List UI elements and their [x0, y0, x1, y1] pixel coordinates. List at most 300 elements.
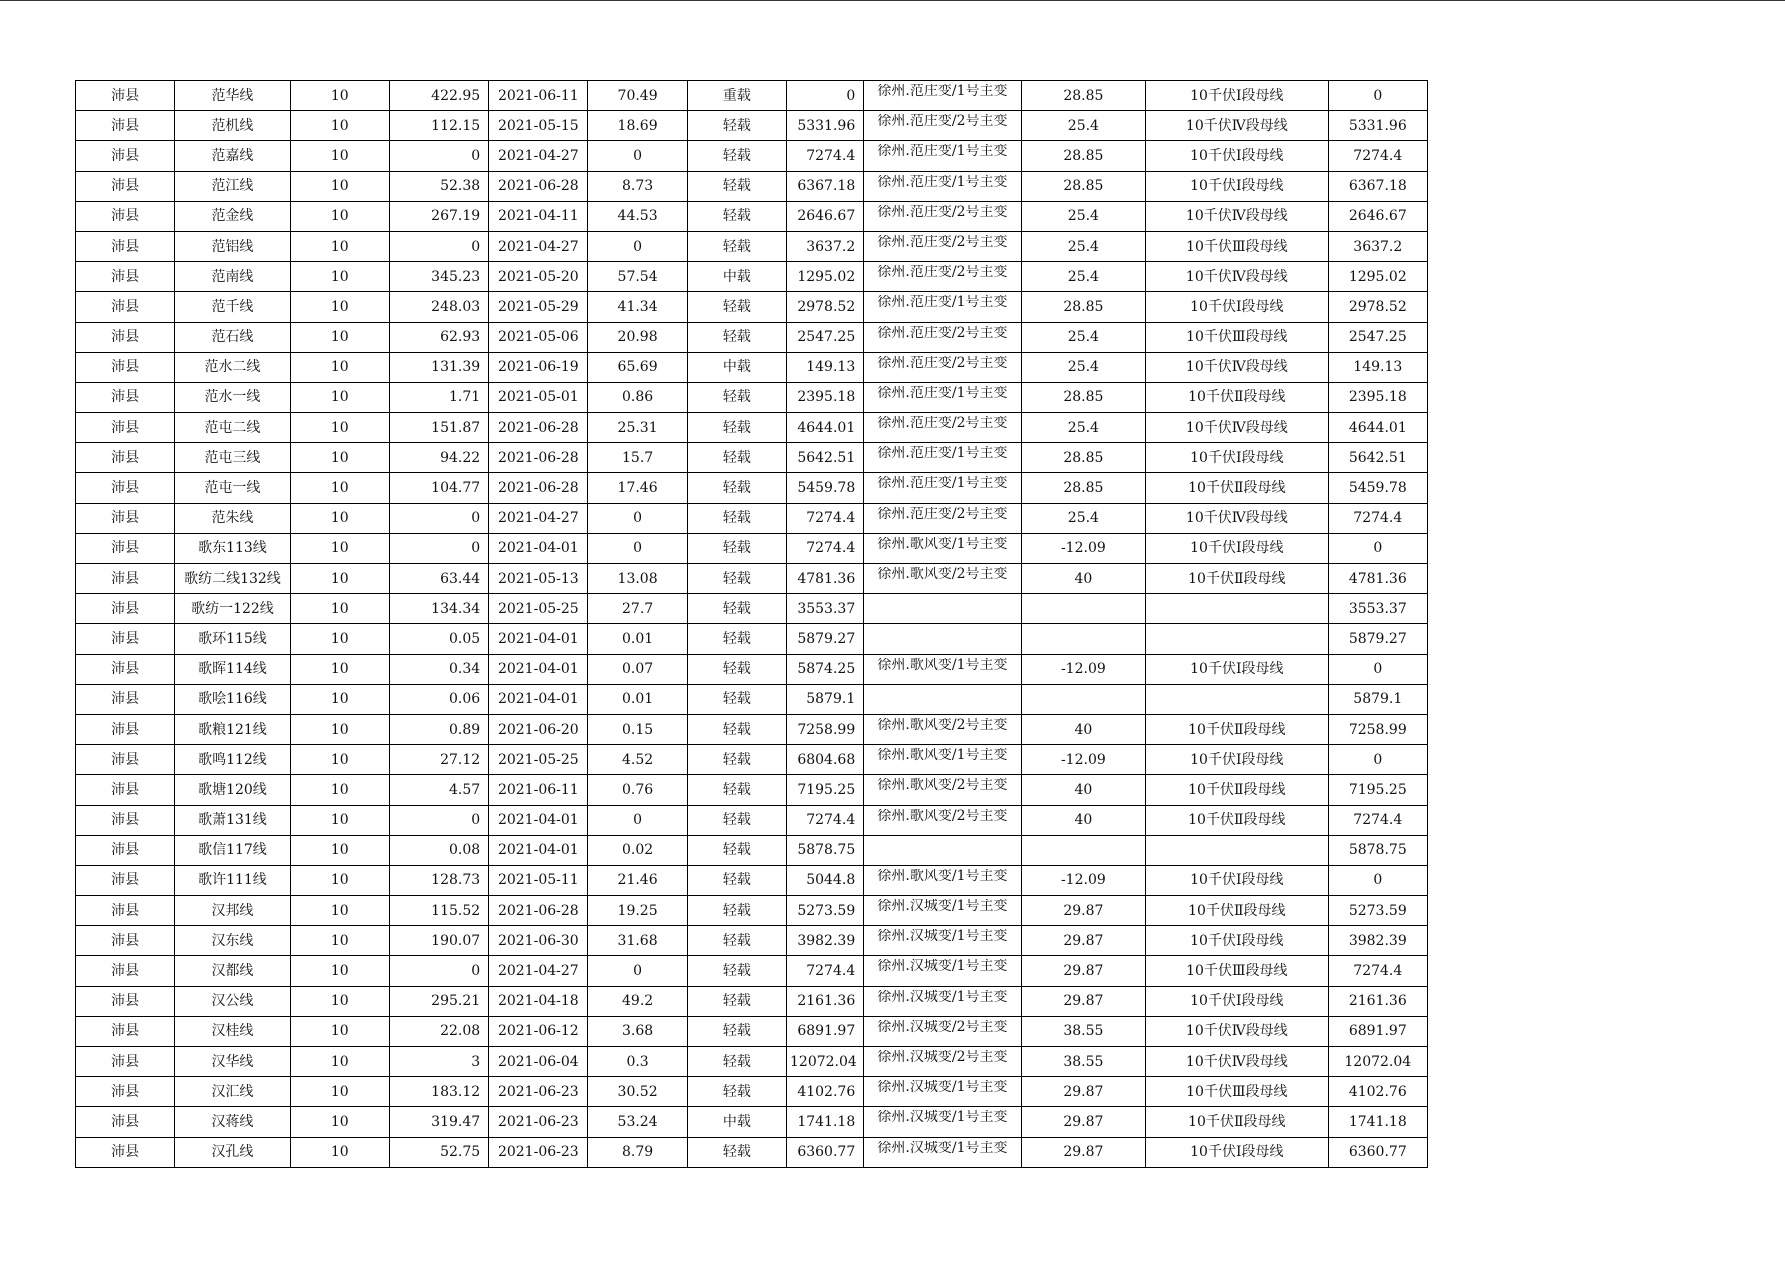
current-cell: 22.08 [389, 1016, 488, 1046]
available-capacity-cell: 1295.02 [1328, 262, 1427, 292]
county-cell: 沛县 [76, 594, 175, 624]
current-cell: 0.05 [389, 624, 488, 654]
busbar-cell: 10千伏Ⅲ段母线 [1146, 322, 1329, 352]
line-name-cell: 范千线 [175, 292, 290, 322]
line-name-cell: 范嘉线 [175, 141, 290, 171]
table-row [76, 443, 1428, 473]
county-cell: 沛县 [76, 81, 175, 111]
busbar-cell: 10千伏Ⅰ段母线 [1146, 141, 1329, 171]
margin-cell: 12072.04 [787, 1047, 864, 1077]
substation-transformer-text: 徐州.歌风变/1号主变 [877, 868, 1008, 884]
substation-transformer-cell [864, 413, 1021, 443]
county-cell: 沛县 [76, 684, 175, 714]
load-rate-cell: 3.68 [588, 1016, 687, 1046]
busbar-cell: 10千伏Ⅱ段母线 [1146, 564, 1329, 594]
load-rate-cell: 0.07 [588, 654, 687, 684]
line-name-cell: 歌环115线 [175, 624, 290, 654]
substation-transformer-cell [864, 714, 1021, 744]
busbar-cell: 10千伏Ⅱ段母线 [1146, 775, 1329, 805]
margin-cell: 2547.25 [787, 322, 864, 352]
voltage-cell: 10 [290, 594, 389, 624]
line-name-cell: 范水二线 [175, 352, 290, 382]
load-rate-cell: 27.7 [588, 594, 687, 624]
margin-cell: 5878.75 [787, 835, 864, 865]
current-cell: 0 [389, 956, 488, 986]
current-cell: 1.71 [389, 382, 488, 412]
busbar-cell: 10千伏Ⅳ段母线 [1146, 352, 1329, 382]
table-row [76, 926, 1428, 956]
feeder-load-table [75, 80, 1428, 1168]
available-capacity-cell: 5273.59 [1328, 896, 1427, 926]
available-capacity-cell: 4644.01 [1328, 413, 1427, 443]
margin-cell: 5459.78 [787, 473, 864, 503]
available-capacity-cell: 5878.75 [1328, 835, 1427, 865]
margin-cell: 3553.37 [787, 594, 864, 624]
line-name-cell: 歌粮121线 [175, 714, 290, 744]
load-rate-cell: 18.69 [588, 111, 687, 141]
county-cell: 沛县 [76, 775, 175, 805]
table-row [76, 473, 1428, 503]
substation-transformer-cell [864, 805, 1021, 835]
current-cell: 52.75 [389, 1137, 488, 1167]
busbar-cell: 10千伏Ⅲ段母线 [1146, 1077, 1329, 1107]
margin-cell: 2978.52 [787, 292, 864, 322]
substation-transformer-text: 徐州.歌风变/2号主变 [877, 778, 1008, 794]
busbar-cell [1146, 624, 1329, 654]
voltage-cell: 10 [290, 171, 389, 201]
busbar-cell: 10千伏Ⅱ段母线 [1146, 714, 1329, 744]
substation-transformer-cell [864, 201, 1021, 231]
county-cell: 沛县 [76, 231, 175, 261]
table-row [76, 1016, 1428, 1046]
substation-transformer-cell [864, 1107, 1021, 1137]
busbar-cell: 10千伏Ⅰ段母线 [1146, 654, 1329, 684]
county-cell: 沛县 [76, 533, 175, 563]
available-capacity-cell: 6360.77 [1328, 1137, 1427, 1167]
busbar-cell: 10千伏Ⅱ段母线 [1146, 896, 1329, 926]
current-cell: 115.52 [389, 896, 488, 926]
date-cell: 2021-05-20 [489, 262, 588, 292]
load-rate-cell: 13.08 [588, 564, 687, 594]
substation-transformer-text: 徐州.范庄变/1号主变 [877, 476, 1008, 492]
table-row [76, 322, 1428, 352]
substation-transformer-cell [864, 292, 1021, 322]
load-rate-cell: 0 [588, 141, 687, 171]
busbar-cell: 10千伏Ⅰ段母线 [1146, 533, 1329, 563]
voltage-cell: 10 [290, 201, 389, 231]
substation-transformer-cell [864, 564, 1021, 594]
substation-transformer-cell [864, 835, 1021, 865]
current-cell: 0 [389, 805, 488, 835]
table-row [76, 805, 1428, 835]
transformer-value-cell: 25.4 [1021, 413, 1145, 443]
busbar-cell: 10千伏Ⅳ段母线 [1146, 1047, 1329, 1077]
substation-transformer-cell [864, 111, 1021, 141]
county-cell: 沛县 [76, 926, 175, 956]
margin-cell: 2395.18 [787, 382, 864, 412]
substation-transformer-text: 徐州.歌风变/1号主变 [877, 657, 1008, 673]
current-cell: 345.23 [389, 262, 488, 292]
substation-transformer-cell [864, 473, 1021, 503]
voltage-cell: 10 [290, 654, 389, 684]
table-row [76, 714, 1428, 744]
current-cell: 422.95 [389, 81, 488, 111]
current-cell: 63.44 [389, 564, 488, 594]
substation-transformer-text: 徐州.范庄变/1号主变 [877, 174, 1008, 190]
transformer-value-cell: 25.4 [1021, 111, 1145, 141]
current-cell: 183.12 [389, 1077, 488, 1107]
substation-transformer-text: 徐州.汉城变/2号主变 [877, 1050, 1008, 1065]
margin-cell: 1741.18 [787, 1107, 864, 1137]
county-cell: 沛县 [76, 1047, 175, 1077]
voltage-cell: 10 [290, 1077, 389, 1107]
county-cell: 沛县 [76, 896, 175, 926]
line-name-cell: 范石线 [175, 322, 290, 352]
county-cell: 沛县 [76, 443, 175, 473]
line-name-cell: 汉东线 [175, 926, 290, 956]
load-rate-cell: 57.54 [588, 262, 687, 292]
voltage-cell: 10 [290, 1047, 389, 1077]
date-cell: 2021-05-15 [489, 111, 588, 141]
load-status-cell: 轻载 [687, 141, 786, 171]
load-rate-cell: 44.53 [588, 201, 687, 231]
transformer-value-cell: 25.4 [1021, 201, 1145, 231]
substation-transformer-text [867, 627, 1017, 653]
table-row [76, 865, 1428, 895]
county-cell: 沛县 [76, 111, 175, 141]
voltage-cell: 10 [290, 805, 389, 835]
busbar-cell: 10千伏Ⅰ段母线 [1146, 81, 1329, 111]
load-rate-cell: 30.52 [588, 1077, 687, 1107]
transformer-value-cell: 28.85 [1021, 171, 1145, 201]
substation-transformer-text: 徐州.汉城变/1号主变 [877, 1140, 1008, 1156]
load-status-cell: 轻载 [687, 382, 786, 412]
date-cell: 2021-06-11 [489, 81, 588, 111]
busbar-cell: 10千伏Ⅰ段母线 [1146, 745, 1329, 775]
transformer-value-cell: 25.4 [1021, 262, 1145, 292]
voltage-cell: 10 [290, 503, 389, 533]
substation-transformer-text: 徐州.范庄变/1号主变 [877, 144, 1008, 160]
busbar-cell [1146, 594, 1329, 624]
line-name-cell: 汉邦线 [175, 896, 290, 926]
available-capacity-cell: 3637.2 [1328, 231, 1427, 261]
date-cell: 2021-04-27 [489, 231, 588, 261]
line-name-cell: 汉华线 [175, 1047, 290, 1077]
available-capacity-cell: 5642.51 [1328, 443, 1427, 473]
available-capacity-cell: 5879.1 [1328, 684, 1427, 714]
load-rate-cell: 8.73 [588, 171, 687, 201]
county-cell: 沛县 [76, 956, 175, 986]
line-name-cell: 歌东113线 [175, 533, 290, 563]
load-status-cell: 轻载 [687, 594, 786, 624]
margin-cell: 1295.02 [787, 262, 864, 292]
load-rate-cell: 4.52 [588, 745, 687, 775]
line-name-cell: 汉都线 [175, 956, 290, 986]
available-capacity-cell: 2395.18 [1328, 382, 1427, 412]
date-cell: 2021-05-13 [489, 564, 588, 594]
transformer-value-cell: -12.09 [1021, 654, 1145, 684]
available-capacity-cell: 7274.4 [1328, 805, 1427, 835]
load-rate-cell: 0 [588, 231, 687, 261]
load-status-cell: 轻载 [687, 624, 786, 654]
substation-transformer-cell [864, 503, 1021, 533]
table-row [76, 413, 1428, 443]
transformer-value-cell: 28.85 [1021, 473, 1145, 503]
load-status-cell: 轻载 [687, 473, 786, 503]
substation-transformer-text: 徐州.范庄变/1号主变 [877, 295, 1008, 311]
busbar-cell: 10千伏Ⅰ段母线 [1146, 292, 1329, 322]
table-row [76, 111, 1428, 141]
load-rate-cell: 0.01 [588, 624, 687, 654]
available-capacity-cell: 2161.36 [1328, 986, 1427, 1016]
county-cell: 沛县 [76, 1107, 175, 1137]
load-status-cell: 轻载 [687, 684, 786, 714]
voltage-cell: 10 [290, 624, 389, 654]
busbar-cell: 10千伏Ⅳ段母线 [1146, 413, 1329, 443]
voltage-cell: 10 [290, 745, 389, 775]
table-row [76, 835, 1428, 865]
busbar-cell: 10千伏Ⅲ段母线 [1146, 231, 1329, 261]
date-cell: 2021-05-25 [489, 594, 588, 624]
current-cell: 248.03 [389, 292, 488, 322]
line-name-cell: 范铝线 [175, 231, 290, 261]
date-cell: 2021-05-25 [489, 745, 588, 775]
table-row [76, 684, 1428, 714]
available-capacity-cell: 0 [1328, 81, 1427, 111]
substation-transformer-cell [864, 986, 1021, 1016]
load-rate-cell: 17.46 [588, 473, 687, 503]
current-cell: 128.73 [389, 865, 488, 895]
load-rate-cell: 0.02 [588, 835, 687, 865]
margin-cell: 6367.18 [787, 171, 864, 201]
substation-transformer-text: 徐州.范庄变/1号主变 [877, 385, 1008, 401]
table-row [76, 533, 1428, 563]
substation-transformer-text: 徐州.歌风变/1号主变 [877, 748, 1008, 764]
table-row [76, 352, 1428, 382]
transformer-value-cell [1021, 594, 1145, 624]
table-row [76, 292, 1428, 322]
busbar-cell: 10千伏Ⅳ段母线 [1146, 201, 1329, 231]
load-rate-cell: 0 [588, 956, 687, 986]
transformer-value-cell: 40 [1021, 805, 1145, 835]
line-name-cell: 汉蒋线 [175, 1107, 290, 1137]
table-row [76, 171, 1428, 201]
busbar-cell [1146, 835, 1329, 865]
substation-transformer-text: 徐州.范庄变/2号主变 [877, 204, 1008, 220]
line-name-cell: 歌萧131线 [175, 805, 290, 835]
margin-cell: 7258.99 [787, 714, 864, 744]
transformer-value-cell: 29.87 [1021, 1107, 1145, 1137]
margin-cell: 5879.1 [787, 684, 864, 714]
load-status-cell: 重载 [687, 81, 786, 111]
substation-transformer-cell [864, 926, 1021, 956]
available-capacity-cell: 1741.18 [1328, 1107, 1427, 1137]
county-cell: 沛县 [76, 986, 175, 1016]
voltage-cell: 10 [290, 352, 389, 382]
transformer-value-cell: 29.87 [1021, 896, 1145, 926]
available-capacity-cell: 0 [1328, 654, 1427, 684]
table-row [76, 503, 1428, 533]
transformer-value-cell: 38.55 [1021, 1047, 1145, 1077]
load-status-cell: 轻载 [687, 443, 786, 473]
busbar-cell: 10千伏Ⅱ段母线 [1146, 473, 1329, 503]
available-capacity-cell: 7274.4 [1328, 503, 1427, 533]
busbar-cell: 10千伏Ⅱ段母线 [1146, 1107, 1329, 1137]
voltage-cell: 10 [290, 865, 389, 895]
current-cell: 190.07 [389, 926, 488, 956]
county-cell: 沛县 [76, 171, 175, 201]
substation-transformer-text: 徐州.范庄变/1号主变 [877, 84, 1008, 99]
busbar-cell [1146, 684, 1329, 714]
line-name-cell: 范机线 [175, 111, 290, 141]
load-rate-cell: 21.46 [588, 865, 687, 895]
current-cell: 27.12 [389, 745, 488, 775]
date-cell: 2021-05-29 [489, 292, 588, 322]
available-capacity-cell: 6367.18 [1328, 171, 1427, 201]
load-rate-cell: 19.25 [588, 896, 687, 926]
load-rate-cell: 15.7 [588, 443, 687, 473]
transformer-value-cell: 25.4 [1021, 352, 1145, 382]
date-cell: 2021-06-28 [489, 443, 588, 473]
transformer-value-cell: 40 [1021, 714, 1145, 744]
transformer-value-cell: 25.4 [1021, 231, 1145, 261]
county-cell: 沛县 [76, 1137, 175, 1167]
substation-transformer-cell [864, 1077, 1021, 1107]
transformer-value-cell: -12.09 [1021, 865, 1145, 895]
line-name-cell: 汉桂线 [175, 1016, 290, 1046]
line-name-cell: 范江线 [175, 171, 290, 201]
line-name-cell: 歌信117线 [175, 835, 290, 865]
county-cell: 沛县 [76, 413, 175, 443]
available-capacity-cell: 0 [1328, 533, 1427, 563]
line-name-cell: 歌鸣112线 [175, 745, 290, 775]
current-cell: 4.57 [389, 775, 488, 805]
transformer-value-cell: 28.85 [1021, 443, 1145, 473]
voltage-cell: 10 [290, 1137, 389, 1167]
line-name-cell: 歌纺一122线 [175, 594, 290, 624]
load-status-cell: 轻载 [687, 322, 786, 352]
date-cell: 2021-04-01 [489, 533, 588, 563]
margin-cell: 7274.4 [787, 805, 864, 835]
voltage-cell: 10 [290, 141, 389, 171]
table-row [76, 382, 1428, 412]
date-cell: 2021-06-19 [489, 352, 588, 382]
available-capacity-cell: 5331.96 [1328, 111, 1427, 141]
current-cell: 0.06 [389, 684, 488, 714]
county-cell: 沛县 [76, 624, 175, 654]
substation-transformer-text: 徐州.汉城变/1号主变 [877, 899, 1008, 915]
table-row [76, 81, 1428, 111]
county-cell: 沛县 [76, 805, 175, 835]
substation-transformer-text: 徐州.歌风变/1号主变 [877, 536, 1008, 552]
current-cell: 0.34 [389, 654, 488, 684]
voltage-cell: 10 [290, 926, 389, 956]
busbar-cell: 10千伏Ⅰ段母线 [1146, 865, 1329, 895]
line-name-cell: 汉公线 [175, 986, 290, 1016]
voltage-cell: 10 [290, 564, 389, 594]
busbar-cell: 10千伏Ⅰ段母线 [1146, 443, 1329, 473]
current-cell: 295.21 [389, 986, 488, 1016]
transformer-value-cell: 28.85 [1021, 382, 1145, 412]
transformer-value-cell: 25.4 [1021, 322, 1145, 352]
date-cell: 2021-04-01 [489, 654, 588, 684]
date-cell: 2021-06-20 [489, 714, 588, 744]
date-cell: 2021-04-27 [489, 141, 588, 171]
substation-transformer-cell [864, 533, 1021, 563]
table-row [76, 1077, 1428, 1107]
county-cell: 沛县 [76, 141, 175, 171]
busbar-cell: 10千伏Ⅳ段母线 [1146, 1016, 1329, 1046]
margin-cell: 5879.27 [787, 624, 864, 654]
date-cell: 2021-04-01 [489, 684, 588, 714]
load-status-cell: 轻载 [687, 1016, 786, 1046]
table-row [76, 564, 1428, 594]
date-cell: 2021-06-23 [489, 1077, 588, 1107]
current-cell: 134.34 [389, 594, 488, 624]
substation-transformer-cell [864, 865, 1021, 895]
substation-transformer-text: 徐州.歌风变/2号主变 [877, 567, 1008, 582]
transformer-value-cell: -12.09 [1021, 745, 1145, 775]
transformer-value-cell [1021, 684, 1145, 714]
substation-transformer-text: 徐州.汉城变/2号主变 [877, 1019, 1008, 1035]
voltage-cell: 10 [290, 986, 389, 1016]
voltage-cell: 10 [290, 262, 389, 292]
voltage-cell: 10 [290, 956, 389, 986]
load-rate-cell: 0.86 [588, 382, 687, 412]
available-capacity-cell: 0 [1328, 865, 1427, 895]
current-cell: 94.22 [389, 443, 488, 473]
current-cell: 0.89 [389, 714, 488, 744]
line-name-cell: 歌晖114线 [175, 654, 290, 684]
current-cell: 0 [389, 231, 488, 261]
line-name-cell: 汉汇线 [175, 1077, 290, 1107]
current-cell: 0 [389, 141, 488, 171]
current-cell: 52.38 [389, 171, 488, 201]
load-status-cell: 轻载 [687, 503, 786, 533]
substation-transformer-cell [864, 141, 1021, 171]
load-status-cell: 轻载 [687, 926, 786, 956]
available-capacity-cell: 3982.39 [1328, 926, 1427, 956]
table-row [76, 262, 1428, 292]
margin-cell: 5874.25 [787, 654, 864, 684]
load-status-cell: 轻载 [687, 865, 786, 895]
page-top-rule [0, 0, 1785, 1]
date-cell: 2021-06-23 [489, 1137, 588, 1167]
table-row [76, 231, 1428, 261]
county-cell: 沛县 [76, 292, 175, 322]
load-status-cell: 轻载 [687, 1137, 786, 1167]
available-capacity-cell: 6891.97 [1328, 1016, 1427, 1046]
load-status-cell: 中载 [687, 262, 786, 292]
substation-transformer-cell [864, 1137, 1021, 1167]
load-status-cell: 轻载 [687, 835, 786, 865]
busbar-cell: 10千伏Ⅳ段母线 [1146, 503, 1329, 533]
county-cell: 沛县 [76, 262, 175, 292]
margin-cell: 5642.51 [787, 443, 864, 473]
substation-transformer-text: 徐州.范庄变/2号主变 [877, 234, 1008, 250]
substation-transformer-text: 徐州.范庄变/2号主变 [877, 114, 1008, 130]
county-cell: 沛县 [76, 835, 175, 865]
load-status-cell: 轻载 [687, 231, 786, 261]
county-cell: 沛县 [76, 745, 175, 775]
available-capacity-cell: 4781.36 [1328, 564, 1427, 594]
margin-cell: 7274.4 [787, 503, 864, 533]
substation-transformer-cell [864, 231, 1021, 261]
available-capacity-cell: 7274.4 [1328, 141, 1427, 171]
substation-transformer-text: 徐州.汉城变/1号主变 [877, 1080, 1008, 1096]
date-cell: 2021-05-06 [489, 322, 588, 352]
load-rate-cell: 49.2 [588, 986, 687, 1016]
